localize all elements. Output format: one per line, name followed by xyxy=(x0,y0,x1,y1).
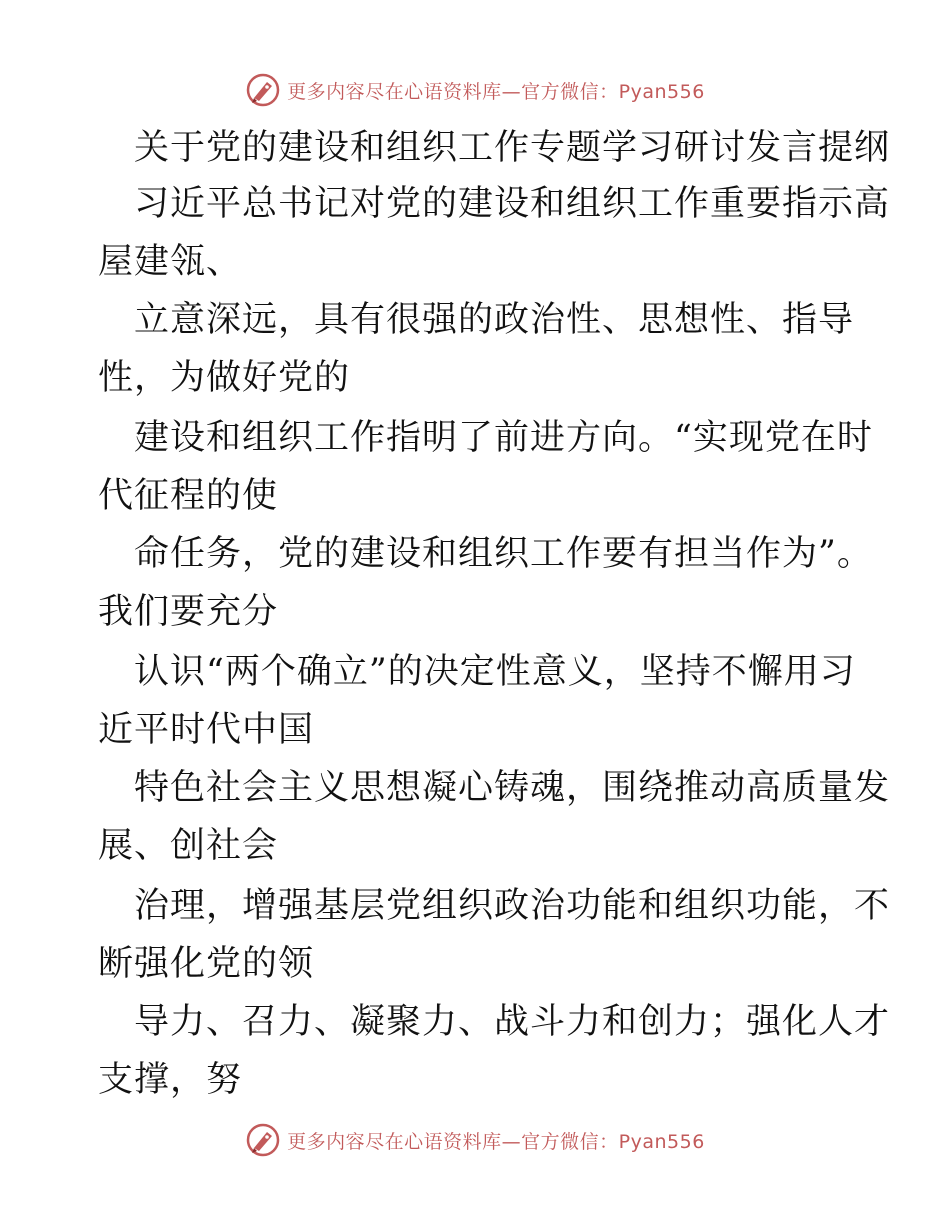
paragraph-line: 展、创社会 xyxy=(98,826,279,866)
pen-nib-logo-icon xyxy=(245,1122,281,1158)
paragraph-line: 我们要充分 xyxy=(98,592,279,632)
paragraph-line: 支撑，努 xyxy=(98,1060,243,1100)
paragraph-line: 特色社会主义思想凝心铸魂，围绕推动高质量发 xyxy=(134,768,891,808)
paragraph-line: 习近平总书记对党的建设和组织工作重要指示高 xyxy=(134,184,891,224)
paragraph-line: 屋建瓴、 xyxy=(98,242,243,282)
document-title: 关于党的建设和组织工作专题学习研讨发言提纲 xyxy=(134,128,891,168)
pen-nib-logo-icon xyxy=(245,72,281,108)
paragraph-line: 性，为做好党的 xyxy=(98,358,351,398)
paragraph-line: 立意深远，具有很强的政治性、思想性、指导 xyxy=(134,300,855,340)
watermark-text: 更多内容尽在心语资料库—官方微信：Pyan556 xyxy=(287,80,705,103)
paragraph-line: 代征程的使 xyxy=(98,476,279,516)
header-watermark xyxy=(0,70,950,110)
paragraph-line: 治理，增强基层党组织政治功能和组织功能，不 xyxy=(134,886,891,926)
footer-watermark xyxy=(0,1120,950,1160)
paragraph-line: 近平时代中国 xyxy=(98,710,315,750)
paragraph-line: 认识“两个确立”的决定性意义，坚持不懈用习 xyxy=(134,652,856,692)
paragraph-line: 建设和组织工作指明了前进方向。“实现党在时 xyxy=(134,418,873,458)
paragraph-line: 命任务，党的建设和组织工作要有担当作为”。 xyxy=(134,534,873,574)
paragraph-line: 导力、召力、凝聚力、战斗力和创力；强化人才 xyxy=(134,1002,891,1042)
watermark-text: 更多内容尽在心语资料库—官方微信：Pyan556 xyxy=(287,1130,705,1153)
paragraph-line: 断强化党的领 xyxy=(98,944,315,984)
